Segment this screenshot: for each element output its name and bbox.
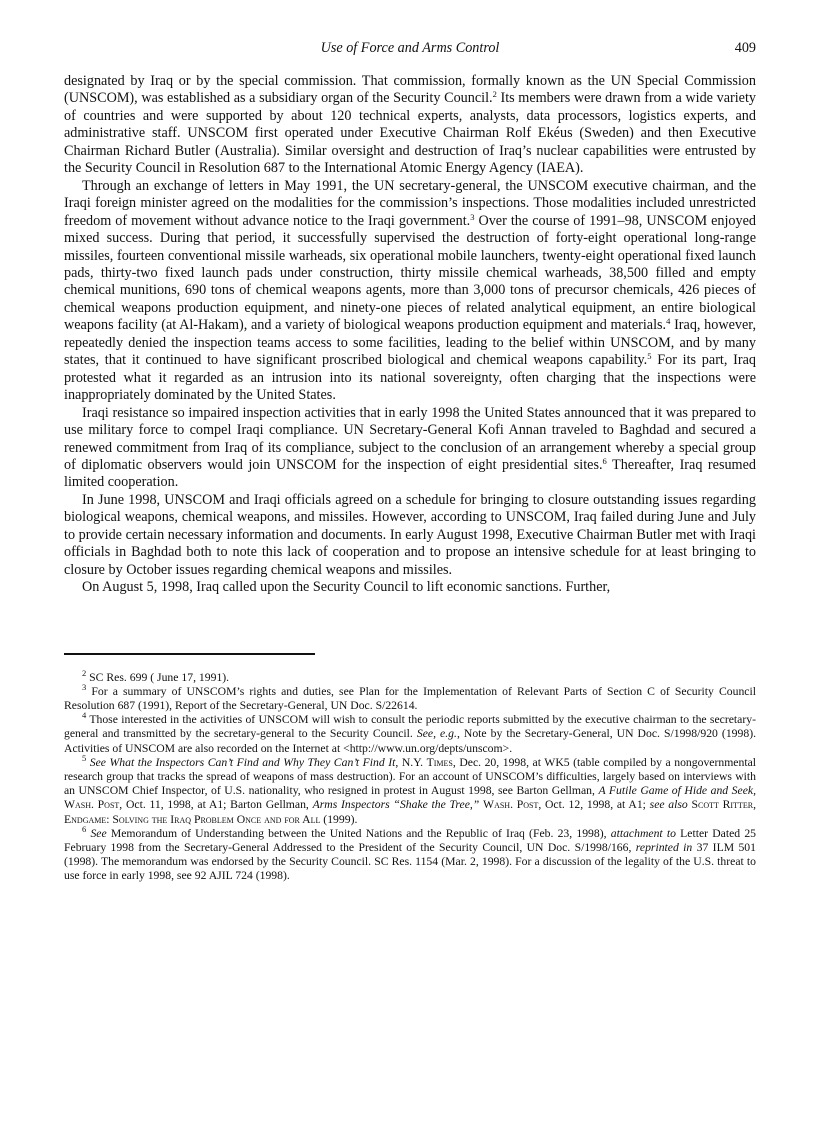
footnote-ref: 5 <box>647 351 652 362</box>
journal-page <box>64 40 756 884</box>
footnote: $^2$ SC Res. 699 ( June 17, 1991). <box>82 667 230 684</box>
paragraph: On August 5, 1998, Iraq called upon the Security Council to lift economic sanctions. Further, <box>82 579 611 596</box>
footnote: $^3$ For a summary of UNSCOM’s rights and duties, see Plan for the Implementation of Relevant Parts of Section C of Security Council Resolution 687 (1991), Report of the Secretary-General, UN Doc. S/22614. <box>64 681 756 712</box>
footnote-ref: 6 <box>602 455 607 466</box>
footnote: $^4$ Those interested in the activities of UNSCOM will wish to consult the periodic reports submitted by the executive chairman to the secretary-general and transmitted by the secretary-general to the Security Council. See, e.g., Note by the Secretary-General, UN Doc. S/1998/920 (1998). Activities of UNSCOM are also recorded on the Internet at <http://www.un.org/depts/unscom>. <box>64 710 757 755</box>
footnotes <box>64 667 757 884</box>
body-text <box>64 73 756 597</box>
footnote: $^6$ See Memorandum of Understanding between the United Nations and the Republic of Iraq (Feb. 23, 1998), attachment to Letter Dated 25 February 1998 from the Secretary-General Addressed to the President of the Security Council, UN Doc. S/1998/166, reprinted in 37 ILM 501 (1998). The memorandum was endorsed by the Security Council. SC Res. 1154 (Mar. 2, 1998). For a discussion of the legality of the U.S. threat to use force in early 1998, see 92 AJIL 724 (1998). <box>64 823 757 883</box>
running-title: Use of Force and Arms Control <box>320 40 500 56</box>
paragraph: Through an exchange of letters in May 1991, the UN secretary-general, the UNSCOM executive chairman, and the Iraqi foreign minister agreed on the modalities for the commission’s inspections. Those modalities included unrestricted freedom of movement without advance notice to the Iraqi government.$^3$ Over the course of 1991–98, UNSCOM enjoyed mixed success. During that period, it successfully supervised the destruction of forty-eight operational long-range missiles, fourteen conventional missile warheads, six operational mobile launchers, twenty-eight operational fixed launch pads, thirty-two fixed launch pads under construction, thirty missile chemical warheads, 38,500 filled and empty chemical munitions, 690 tons of chemical weapons agents, more than 3,000 tons of precursor chemicals, 426 pieces of chemical weapons production equipment, and ninety-one pieces of related analytical equipment, an entire biological weapons facility (at Al-Hakam), and a variety of biological weapons production equipment and materials.$^4$ Iraq, however, repeatedly denied the inspection teams access to some facilities, leading to the belief within UNSCOM, and by many states, that it continued to have significant proscribed biological and chemical weapons capability.$^5$ For its part, Iraq protested what it regarded as an intrusion into its national sovereignty, often charging that the inspections were inappropriately dominated by the United States. <box>64 177 757 404</box>
page-number: 409 <box>734 40 756 56</box>
paragraph: Iraqi resistance so impaired inspection activities that in early 1998 the United States announced that it was prepared to use military force to compel Iraqi compliance. UN Secretary-General Kofi Annan traveled to Baghdad and secured a renewed commitment from Iraq of its compliance, subject to the conclusion of an arrangement whereby a special group of diplomatic observers would join UNSCOM for the inspection of eight presidential sites.$^6$ Thereafter, Iraq resumed limited cooperation. <box>64 404 756 491</box>
footnote: $^5$ See What the Inspectors Can’t Find and Why They Can’t Find It, N.Y. Times, Dec. 20, 1998, at WK5 (table compiled by a nongovernmental research group that tracks the spread of weapons of mass destruction). For an account of UNSCOM’s difficulties, largely based on interviews with an UNSCOM Chief Inspector, of U.S. nationality, who resigned in protest in August 1998, see Barton Gellman, A Futile Game of Hide and Seek, Wash. Post, Oct. 11, 1998, at A1; Barton Gellman, Arms Inspectors “Shake the Tree,” Wash. Post, Oct. 12, 1998, at A1; see also Scott Ritter, Endgame: Solving the Iraq Problem Once and for All (1999). <box>64 752 757 826</box>
page-header <box>64 40 756 60</box>
footnote-ref: 2 <box>492 89 497 100</box>
footnote-divider <box>64 653 315 655</box>
footnote-ref: 3 <box>470 211 475 222</box>
paragraph: In June 1998, UNSCOM and Iraqi officials agreed on a schedule for bringing to closure outstanding issues regarding biological weapons, chemical weapons, and missiles. However, according to UNSCOM, Iraq failed during June and July to provide certain necessary information and documents. In early August 1998, Executive Chairman Butler met with Iraqi officials in Baghdad both to note this lack of cooperation and to propose an intensive schedule for at least bringing to closure by October issues regarding chemical weapons and missiles. <box>64 491 756 578</box>
paragraph: designated by Iraq or by the special commission. That commission, formally known as the UN Special Commission (UNSCOM), was established as a subsidiary organ of the Security Council.$^2$ Its members were drawn from a wide variety of countries and were supported by about 120 technical experts, analysts, data processors, logistics experts, and administrative staff. UNSCOM first operated under Executive Chairman Rolf Ekéus (Sweden) and then Executive Chairman Richard Butler (Australia). Similar oversight and destruction of Iraq’s nuclear capabilities were entrusted by the Security Council in Resolution 687 to the International Atomic Energy Agency (IAEA). <box>64 73 756 177</box>
footnote-ref: 4 <box>666 316 671 327</box>
